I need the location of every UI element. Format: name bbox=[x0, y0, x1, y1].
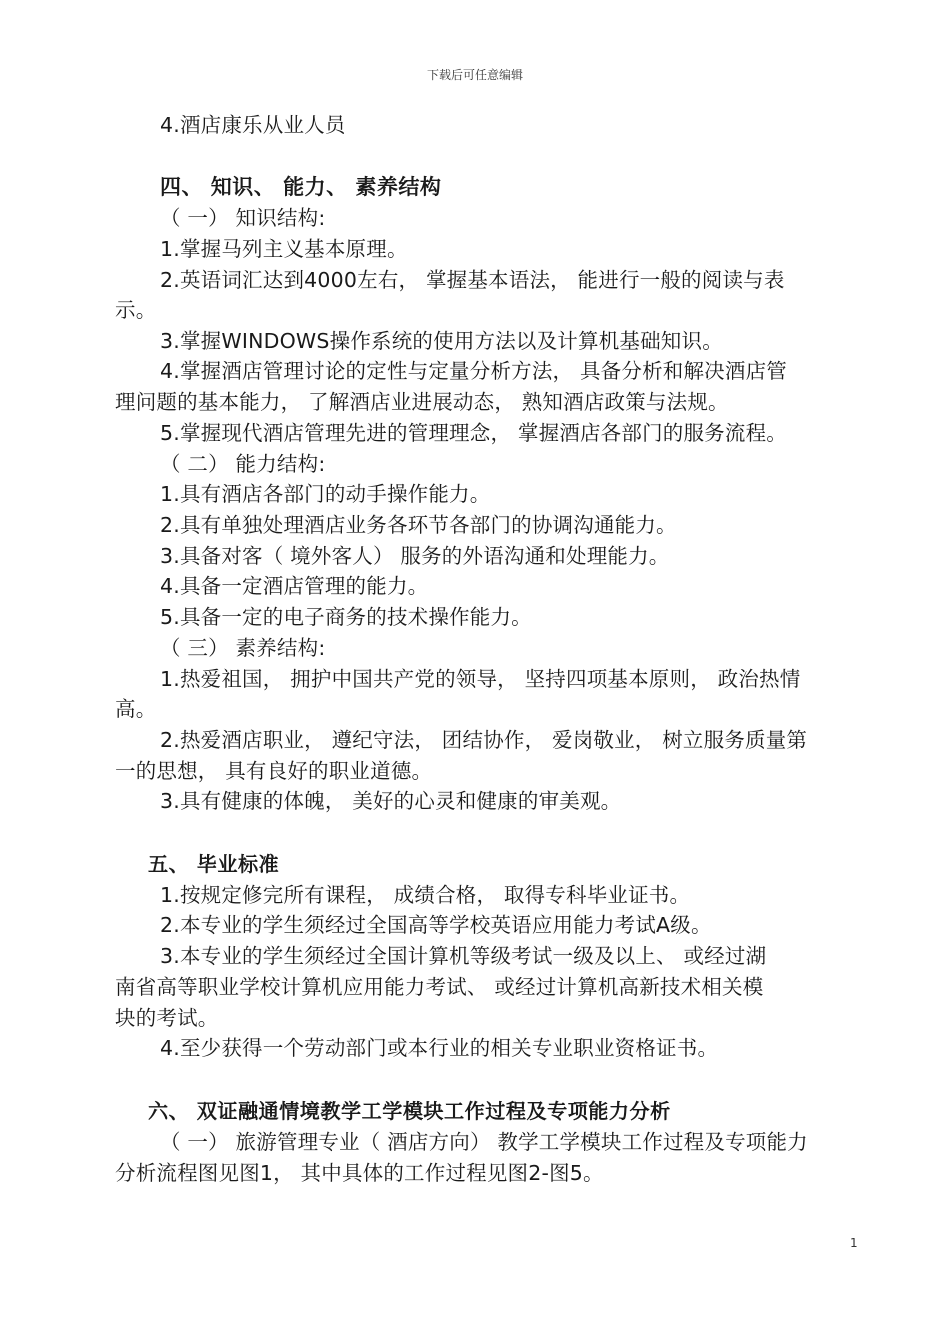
paragraph-continuation: 分析流程图见图1， 其中具体的工作过程见图2-图5。 bbox=[115, 1161, 604, 1185]
list-item: 1.具有酒店各部门的动手操作能力。 bbox=[160, 482, 491, 506]
list-item-continuation: 一的思想， 具有良好的职业道德。 bbox=[115, 759, 433, 783]
subsection-heading: （ 二） 能力结构: bbox=[160, 452, 326, 476]
list-item-continuation: 高。 bbox=[115, 697, 157, 721]
list-item-continuation: 示。 bbox=[115, 298, 157, 322]
list-item: 2.热爱酒店职业， 遵纪守法， 团结协作， 爱岗敬业， 树立服务质量第 bbox=[160, 728, 808, 752]
list-item: 1.热爱祖国， 拥护中国共产党的领导， 坚持四项基本原则， 政治热情 bbox=[160, 667, 801, 691]
list-item-continuation: 理问题的基本能力， 了解酒店业进展动态， 熟知酒店政策与法规。 bbox=[115, 390, 729, 414]
list-item: 1.按规定修完所有课程， 成绩合格， 取得专科毕业证书。 bbox=[160, 883, 691, 907]
list-item: 5.具备一定的电子商务的技术操作能力。 bbox=[160, 605, 532, 629]
section-heading: 六、 双证融通情境教学工学模块工作过程及专项能力分析 bbox=[148, 1099, 671, 1123]
list-item: 4.酒店康乐从业人员 bbox=[160, 113, 346, 137]
list-item: 4.具备一定酒店管理的能力。 bbox=[160, 574, 429, 598]
list-item: 3.具有健康的体魄， 美好的心灵和健康的审美观。 bbox=[160, 789, 622, 813]
list-item: 3.掌握WINDOWS操作系统的使用方法以及计算机基础知识。 bbox=[160, 329, 723, 353]
list-item: 2.本专业的学生须经过全国高等学校英语应用能力考试A级。 bbox=[160, 913, 712, 937]
page-header: 下载后可任意编辑 bbox=[426, 68, 523, 82]
list-item: 1.掌握马列主义基本原理。 bbox=[160, 237, 408, 261]
list-item-continuation: 块的考试。 bbox=[115, 1006, 219, 1030]
list-item: 2.具有单独处理酒店业务各环节各部门的协调沟通能力。 bbox=[160, 513, 677, 537]
section-heading: 四、 知识、 能力、 素养结构 bbox=[160, 175, 442, 199]
list-item: 3.具备对客（ 境外客人） 服务的外语沟通和处理能力。 bbox=[160, 544, 670, 568]
paragraph: （ 一） 旅游管理专业（ 酒店方向） 教学工学模块工作过程及专项能力 bbox=[160, 1130, 808, 1154]
subsection-heading: （ 一） 知识结构: bbox=[160, 206, 326, 230]
list-item-continuation: 南省高等职业学校计算机应用能力考试、 或经过计算机高新技术相关模 bbox=[115, 975, 764, 999]
section-heading: 五、 毕业标准 bbox=[148, 852, 280, 876]
subsection-heading: （ 三） 素养结构: bbox=[160, 636, 326, 660]
list-item: 4.至少获得一个劳动部门或本行业的相关专业职业资格证书。 bbox=[160, 1036, 719, 1060]
list-item: 3.本专业的学生须经过全国计算机等级考试一级及以上、 或经过湖 bbox=[160, 944, 767, 968]
list-item: 2.英语词汇达到4000左右， 掌握基本语法， 能进行一般的阅读与表 bbox=[160, 268, 785, 292]
list-item: 4.掌握酒店管理讨论的定性与定量分析方法， 具备分析和解决酒店管 bbox=[160, 359, 787, 383]
page-number: 1 bbox=[850, 1236, 858, 1250]
list-item: 5.掌握现代酒店管理先进的管理理念， 掌握酒店各部门的服务流程。 bbox=[160, 421, 787, 445]
